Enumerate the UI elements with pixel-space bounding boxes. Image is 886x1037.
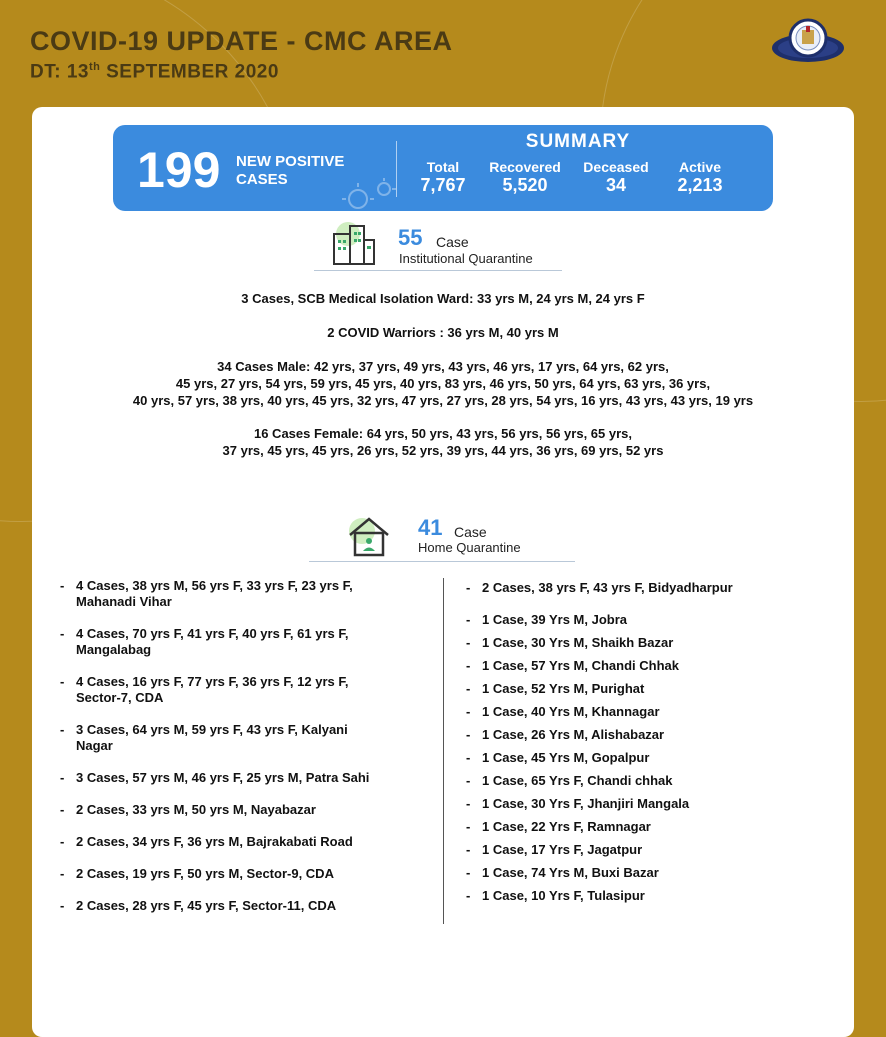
- covid-warriors-line: 2 COVID Warriors : 36 yrs M, 40 yrs M: [327, 325, 559, 340]
- home-count: 41: [418, 515, 443, 540]
- male-cases-line: 34 Cases Male: 42 yrs, 37 yrs, 49 yrs, 43 yrs, 46 yrs, 17 yrs, 64 yrs, 62 yrs,: [217, 359, 669, 374]
- stat-value: 2,213: [677, 175, 723, 195]
- stat-label: Total: [426, 159, 460, 175]
- section-underline: [314, 270, 562, 271]
- stat-total: [413, 159, 473, 196]
- stat-active: [665, 159, 735, 196]
- institutional-case-label: Case: [436, 234, 469, 250]
- new-positive-label: NEW POSITIVE CASES: [236, 153, 345, 188]
- summary-title: SUMMARY: [525, 131, 631, 152]
- column-divider: [443, 578, 444, 924]
- male-cases-line: 40 yrs, 57 yrs, 38 yrs, 40 yrs, 45 yrs, 32 yrs, 47 yrs, 27 yrs, 28 yrs, 54 yrs, 16 yrs, 43 yrs, 43 yrs, 19 yrs: [132, 393, 754, 408]
- male-cases-line: 45 yrs, 27 yrs, 54 yrs, 59 yrs, 45 yrs, 40 yrs, 83 yrs, 46 yrs, 50 yrs, 64 yrs, 63 yrs, 36 yrs,: [175, 376, 711, 391]
- isolation-ward-line: 3 Cases, SCB Medical Isolation Ward: 33 yrs M, 24 yrs M, 24 yrs F: [241, 291, 645, 306]
- new-positive-count: 199: [137, 142, 221, 198]
- home-label: Home Quarantine: [418, 540, 521, 555]
- section-underline: [309, 561, 575, 562]
- female-cases-line: 16 Cases Female: 64 yrs, 50 yrs, 43 yrs, 56 yrs, 56 yrs, 65 yrs,: [253, 426, 632, 441]
- home-icon: [344, 511, 394, 561]
- hospital-building-icon: [328, 220, 378, 270]
- stat-recovered: [481, 159, 569, 196]
- institutional-label: Institutional Quarantine: [399, 251, 533, 266]
- female-cases-line: 37 yrs, 45 yrs, 45 yrs, 26 yrs, 52 yrs, 39 yrs, 44 yrs, 36 yrs, 69 yrs, 52 yrs: [222, 443, 664, 458]
- institutional-count: 55: [398, 225, 423, 250]
- summary-banner: [113, 125, 773, 211]
- stat-deceased: [575, 159, 657, 196]
- page-title: COVID-19 UPDATE - CMC AREA: [30, 26, 453, 56]
- stat-label: Deceased: [583, 159, 649, 175]
- divider: [396, 141, 397, 197]
- stat-value: 5,520: [502, 175, 548, 195]
- cmc-logo-icon: [768, 14, 848, 76]
- stat-value: 34: [605, 175, 627, 195]
- stat-value: 7,767: [420, 175, 466, 195]
- content-card: 199 NEW POSITIVE CASES SUMMARY Total 7,767 Recovered 5,520 Deceased 34 Active 2,213 55 Case Institutional Quarantine 3 Cases, SCB Medical Isolation Ward: 33 yrs M, 24 yrs M, 24 yrs F 2 COVID Warriors : 36 yrs M, 40 yrs M 34 Cases Male: 42 yrs, 37 yrs, 49 yrs, 43 yrs, 46 yrs, 17 yrs, 64 yrs, 62 yrs, 45 yrs, 27 yrs, 54 yrs, 59 yrs, 45 yrs, 40 yrs, 83 yrs, 46 yrs, 50 yrs, 64 yrs, 63 yrs, 36 yrs, 40 yrs, 57 yrs, 38 yrs, 40 yrs, 45 yrs, 32 yrs, 47 yrs, 27 yrs, 28 yrs, 54 yrs, 16 yrs, 43 yrs, 43 yrs, 19 yrs 16 Cases Female: 64 yrs, 50 yrs, 43 yrs, 56 yrs, 56 yrs, 65 yrs, 37 yrs, 45 yrs, 45 yrs, 26 yrs, 52 yrs, 39 yrs, 44 yrs, 36 yrs, 69 yrs, 52 yrs 41 Case Home Quarantine - 4 Cases, 38 yrs M, 56 yrs F, 33 yrs F, 23 yrs F, Mahanadi Vihar - 4 Cases, 70 yrs F, 41 yrs F, 40 yrs F, 61 yrs F, Mangalabag - 4 Cases, 16 yrs F, 77 yrs F, 36 yrs F, 12 yrs F, Sector-7, CDA - 3 Cases, 64 yrs M, 59 yrs F, 43 yrs F, Kalyani Nagar - 3 Cases, 57 yrs M, 46 yrs F, 25 yrs M, Patra Sahi - 2 Cases, 33 yrs M, 50 yrs M, Nayabazar - 2 Cases, 34 yrs F, 36 yrs M, Bajrakabati Road - 2 Cases, 19 yrs F, 50 yrs M, Sector-9, CDA - 2 Cases, 28 yrs F, 45 yrs F, Sector-11, CDA - 2 Cases, 38 yrs F, 43 yrs F, Bidyadharpur - 1 Case, 39 Yrs M, Jobra - 1 Case, 30 Yrs M, Shaikh Bazar - 1 Case, 57 Yrs M, Chandi Chhak - 1 Case, 52 Yrs M, Purighat - 1 Case, 40 Yrs M, Khannagar - 1 Case, 26 Yrs M, Alishabazar - 1 Case, 45 Yrs M, Gopalpur - 1 Case, 65 Yrs F, Chandi chhak - 1 Case, 30 Yrs F, Jhanjiri Mangala - 1 Case, 22 Yrs F, Ramnagar - 1 Case, 17 Yrs F, Jagatpur - 1 Case, 74 Yrs M, Buxi Bazar - 1 Case, 10 Yrs F, Tulasipur: [32, 107, 854, 1037]
- stat-label: Active: [678, 159, 722, 175]
- report-date: DT: 13th SEPTEMBER 2020: [30, 61, 279, 83]
- home-case-label: Case: [454, 524, 487, 540]
- stat-label: Recovered: [489, 159, 561, 175]
